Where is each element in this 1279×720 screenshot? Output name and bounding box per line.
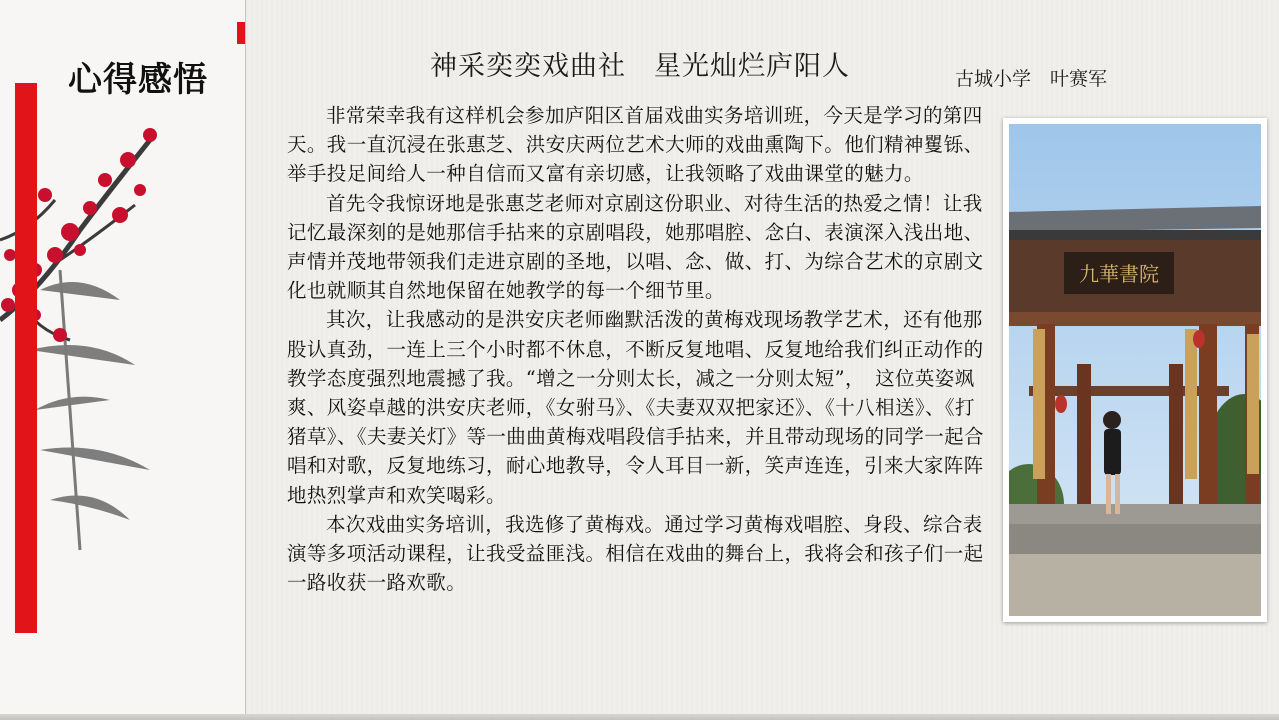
article-paragraph: 非常荣幸我有这样机会参加庐阳区首届戏曲实务培训班，今天是学习的第四天。我一直沉浸在张惠芝、洪安庆两位艺术大师的戏曲熏陶下。他们精神矍铄、举手投足间给人一种自信而又富有亲切感，让我领略了戏曲课堂的魅力。 <box>287 104 984 186</box>
left-decor-panel <box>0 0 246 720</box>
article-paragraph: 首先令我惊讶地是张惠芝老师对京剧这份职业、对待生活的热爱之情！让我记忆最深刻的是她那信手拈来的京剧唱段，她那唱腔、念白、表演深入浅出地、声情并茂地带领我们走进京剧的圣地，以唱、念、做、打、为综合艺术的京剧文化也就顺其自然地保留在她教学的每一个细节里。 <box>287 191 984 303</box>
slide-bottom-edge <box>0 714 1279 720</box>
article-paragraph: 本次戏曲实务培训，我选修了黄梅戏。通过学习黄梅戏唱腔、身段、综合表演等多项活动课程，让我受益匪浅。相信在戏曲的舞台上，我将会和孩子们一起一路收获一路欢歌。 <box>287 512 984 595</box>
photo-pavilion-with-person <box>1009 124 1261 616</box>
plaque-text: 九華書院 <box>1079 262 1159 286</box>
article-body <box>287 101 987 597</box>
section-heading: 心得感悟 <box>68 60 208 100</box>
photo-frame <box>1003 118 1267 622</box>
article-paragraph: 其次，让我感动的是洪安庆老师幽默活泼的黄梅戏现场教学艺术，还有他那股认真劲，一连上三个小时都不休息，不断反复地唱、反复地给我们纠正动作的教学态度强烈地震撼了我。“增之一分则太长，减之一分则太短”， 这位英姿飒爽、风姿卓越的洪安庆老师，《女驸马》、《夫妻双双把家还》、《十八相送》、《打猪草》、《夫妻关灯》等一曲曲黄梅戏唱段信手拈来，并且带动现场的同学一起合唱和对歌，反复地练习，耐心地教导，令人耳目一新，笑声连连，引来大家阵阵地热烈掌声和欢笑喝彩。 <box>287 308 984 507</box>
article-title: 神采奕奕戏曲社 星光灿烂庐阳人 <box>430 51 850 82</box>
red-accent-tab <box>237 22 245 44</box>
article-author: 古城小学 叶赛军 <box>955 68 1108 90</box>
red-accent-bar <box>15 83 37 633</box>
